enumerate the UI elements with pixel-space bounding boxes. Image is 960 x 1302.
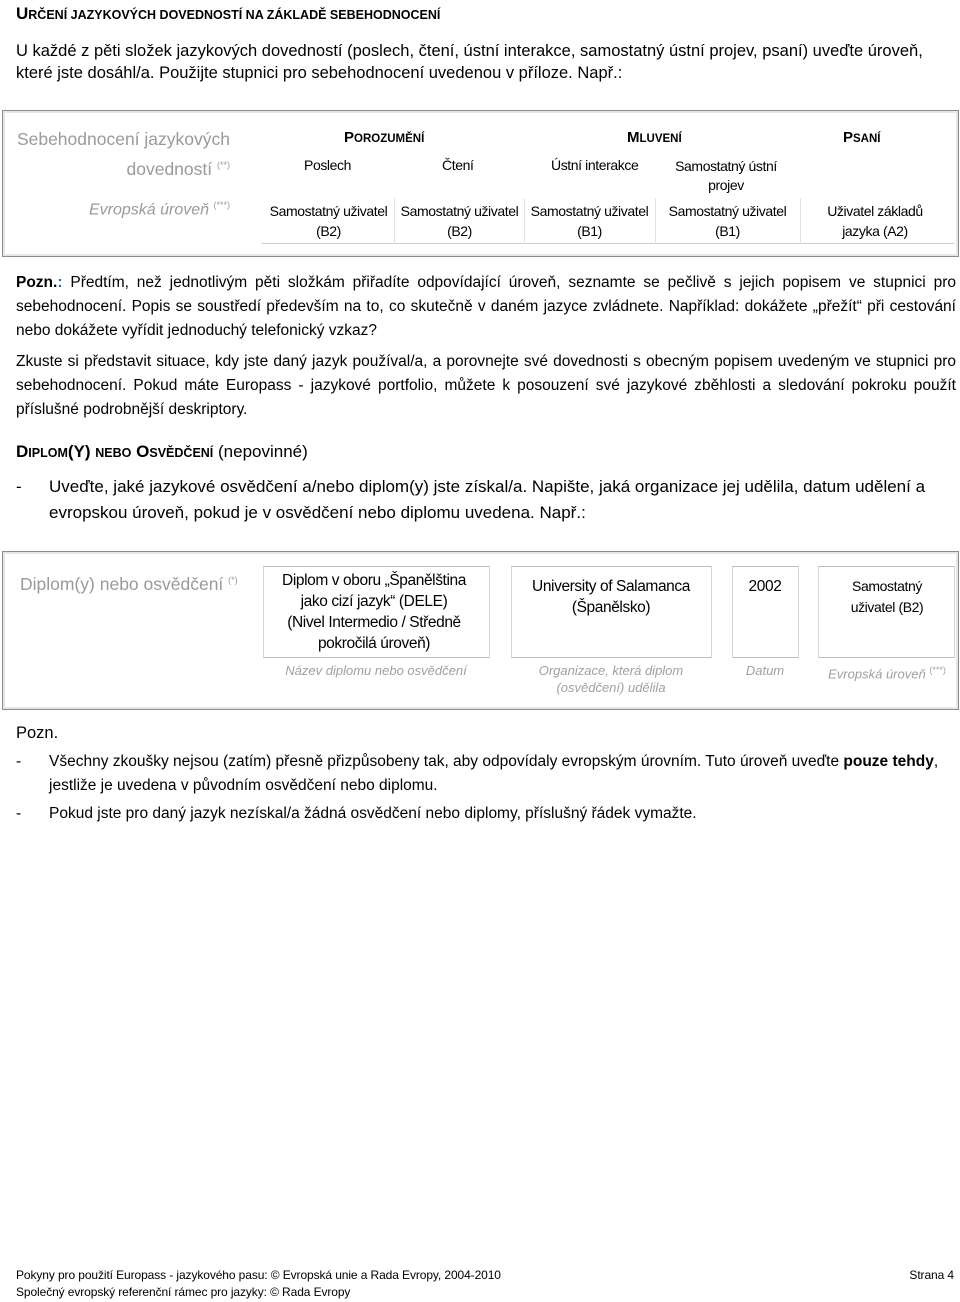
caption-level-text: Evropská úroveň xyxy=(828,666,926,682)
cell-divider xyxy=(263,566,264,658)
bullet-text-part: , jestliže je uvedena v původním osvědčení nebo diplomu. xyxy=(49,753,939,794)
cell-divider xyxy=(524,198,525,244)
group-initial: P xyxy=(843,129,854,146)
diploma-label-text: Diplom(y) nebo osvědčení xyxy=(20,574,224,594)
caption-organization xyxy=(511,662,711,696)
organization-line: (Španělsko) xyxy=(571,599,651,616)
group-psani xyxy=(843,129,881,146)
diploma-instruction xyxy=(16,474,956,530)
section-initial: D xyxy=(16,442,29,461)
self-assessment-label-text: dovedností xyxy=(126,158,213,179)
bullet-dash: - xyxy=(16,805,22,822)
title-initial: U xyxy=(16,4,29,23)
self-assessment-label-line2 xyxy=(0,152,230,182)
level-line: (B2) xyxy=(447,223,472,239)
diploma-level-line: uživatel (B2) xyxy=(850,599,924,615)
cell-divider xyxy=(655,198,656,244)
title-rest: RČENÍ JAZYKOVÝCH DOVEDNOSTÍ NA ZÁKLADĚ SEBEHODNOCENÍ xyxy=(28,8,441,22)
field-underline xyxy=(818,657,954,658)
group-rest: SANÍ xyxy=(853,133,881,145)
footer-line-2: Společný evropský referenční rámec pro jazyky: © Rada Evropy xyxy=(16,1285,351,1299)
footnote-mark: (***) xyxy=(929,665,946,675)
bullet-text: Uveďte, jaké jazykové osvědčení a/nebo diplom(y) jste získal/a. Napište, jaká organizace jej udělila, datum udělení a evropskou úroveň, pokud je v osvědčení nebo diplomu uvedena. Např.: xyxy=(49,477,926,522)
level-poslech xyxy=(262,201,395,241)
section-word: NEBO xyxy=(95,446,132,460)
level-cteni xyxy=(393,201,526,241)
level-line: (B1) xyxy=(577,223,602,239)
group-rest: OROZUMĚNÍ xyxy=(354,133,425,145)
caption-level xyxy=(818,662,956,682)
level-line: Samostatný uživatel xyxy=(269,203,388,219)
field-topline xyxy=(263,566,489,567)
paragraph-imagine: Zkuste si představit situace, kdy jste daný jazyk používal/a, a porovnejte své dovednosti s obecným popisem uvedeným ve stupnici pro sebehodnocení. Pokud máte Europass - jazykové portfolio, můžete k posouzení své jazykové zběhlosti a sledování pokroku použít příslušné podrobnější deskriptory. xyxy=(16,353,956,418)
skill-line: Samostatný ústní xyxy=(675,158,777,174)
diploma-level-cell xyxy=(818,576,956,618)
group-mluveni xyxy=(627,129,682,146)
section-word: IPLOM xyxy=(28,446,68,460)
field-topline xyxy=(732,566,798,567)
group-porozumeni xyxy=(344,129,424,146)
cell-divider xyxy=(798,566,799,658)
intro-paragraph: U každé z pěti složek jazykových dovedností (poslech, čtení, ústní interakce, samostatný ústní projev, psaní) uveďte úroveň, které jste dosáhl/a. Použijte stupnici pro sebehodnocení uvedenou v příloze. Např.: xyxy=(16,42,923,82)
section-initial: O xyxy=(136,442,150,461)
cell-divider xyxy=(954,566,955,658)
bullet-text xyxy=(49,750,958,798)
section-optional: (nepovinné) xyxy=(218,442,308,461)
footnote-mark: (*) xyxy=(228,575,238,586)
level-psani xyxy=(800,201,950,241)
bullet-text-part: Všechny zkoušky nejsou (zatím) přesně přizpůsobeny tak, aby odpovídaly evropským úrovním. Tuto úroveň uveďte xyxy=(49,753,844,770)
page-number: Strana 4 xyxy=(909,1268,954,1282)
page-title xyxy=(16,4,440,24)
diploma-line: pokročilá úroveň) xyxy=(317,635,431,652)
field-topline xyxy=(818,566,954,567)
cell-divider xyxy=(818,566,819,658)
caption-diploma: Název diplomu nebo osvědčení xyxy=(285,663,467,678)
diploma-line: jako cizí jazyk“ (DELE) xyxy=(300,593,448,610)
field-underline xyxy=(732,657,798,658)
skill-samostatny-projev xyxy=(663,157,789,195)
level-row-underline xyxy=(262,243,954,244)
caption-line: (osvědčení) udělila xyxy=(556,680,666,695)
note-self-assessment xyxy=(16,271,956,343)
organization-cell xyxy=(511,576,711,618)
level-line: (B2) xyxy=(316,223,341,239)
note-label: Pozn. xyxy=(16,274,58,291)
bullet-text-bold: pouze tehdy xyxy=(843,753,934,770)
note2-bullet-2 xyxy=(16,802,958,826)
skill-line: projev xyxy=(708,177,744,193)
european-level-label xyxy=(0,200,230,219)
self-assessment-label-line1: Sebehodnocení jazykových xyxy=(16,129,230,149)
group-initial: M xyxy=(627,129,640,146)
cell-divider xyxy=(489,566,490,658)
bullet-text: Pokud jste pro daný jazyk nezískal/a žádná osvědčení nebo diplomy, příslušný řádek vymažte. xyxy=(49,805,697,822)
bullet-dash: - xyxy=(16,753,22,770)
caption-date: Datum xyxy=(745,663,785,678)
note-text: Předtím, než jednotlivým pěti složkám přiřadíte odpovídající úroveň, seznamte se pečlivě s jejich popisem ve stupnici pro sebehodnocení. Popis se soustředí především na to, co skutečně v daném jazyce zvládnete. Například: dokážete „přežít“ při cestování nebo dokážete vyřídit jednoduchý telefonický vzkaz? xyxy=(16,274,956,339)
diploma-line: Diplom v oboru „Španělština xyxy=(282,572,466,589)
section-paren: (Y) xyxy=(67,442,91,461)
self-assessment-label xyxy=(0,126,230,182)
skill-ustni-interakce: Ústní interakce xyxy=(551,157,639,173)
note2-bullet-1 xyxy=(16,750,958,798)
organization-line: University of Salamanca xyxy=(532,578,690,595)
level-samostatny-projev xyxy=(655,201,800,241)
date-cell: 2002 xyxy=(748,578,782,595)
level-line: Samostatný uživatel xyxy=(530,203,649,219)
note2-label: Pozn. xyxy=(16,724,59,742)
field-underline xyxy=(511,657,711,658)
level-line: Samostatný uživatel (B1) xyxy=(668,203,787,239)
note-colon: : xyxy=(57,274,63,291)
group-initial: P xyxy=(344,129,355,146)
footnote-mark: (***) xyxy=(213,200,230,210)
diploma-section-title xyxy=(16,442,308,462)
caption-line: Organizace, která diplom xyxy=(538,663,684,678)
level-line: Samostatný uživatel xyxy=(400,203,519,219)
cell-divider xyxy=(732,566,733,658)
bullet-dash: - xyxy=(16,477,22,496)
cell-divider xyxy=(511,566,512,658)
diploma-label xyxy=(20,574,238,595)
level-line: jazyka (A2) xyxy=(842,223,908,239)
group-rest: LUVENÍ xyxy=(639,133,682,145)
skill-poslech: Poslech xyxy=(304,157,352,173)
skill-cteni: Čtení xyxy=(442,157,474,173)
footnote-mark: (**) xyxy=(217,160,230,170)
cell-divider xyxy=(800,198,801,244)
diploma-name-cell xyxy=(263,570,485,654)
diploma-level-line: Samostatný xyxy=(852,578,922,594)
cell-divider xyxy=(394,198,395,244)
field-underline xyxy=(263,657,489,658)
european-level-text: Evropská úroveň xyxy=(88,201,210,219)
cell-divider xyxy=(711,566,712,658)
diploma-line: (Nivel Intermedio / Středně xyxy=(287,614,461,631)
field-topline xyxy=(511,566,711,567)
footer-line-1: Pokyny pro použití Europass - jazykového pasu: © Evropská unie a Rada Evropy, 2004-2010 xyxy=(16,1268,501,1282)
level-line: Uživatel základů xyxy=(827,203,923,219)
level-ustni-interakce xyxy=(523,201,656,241)
section-word: SVĚDČENÍ xyxy=(149,446,214,460)
